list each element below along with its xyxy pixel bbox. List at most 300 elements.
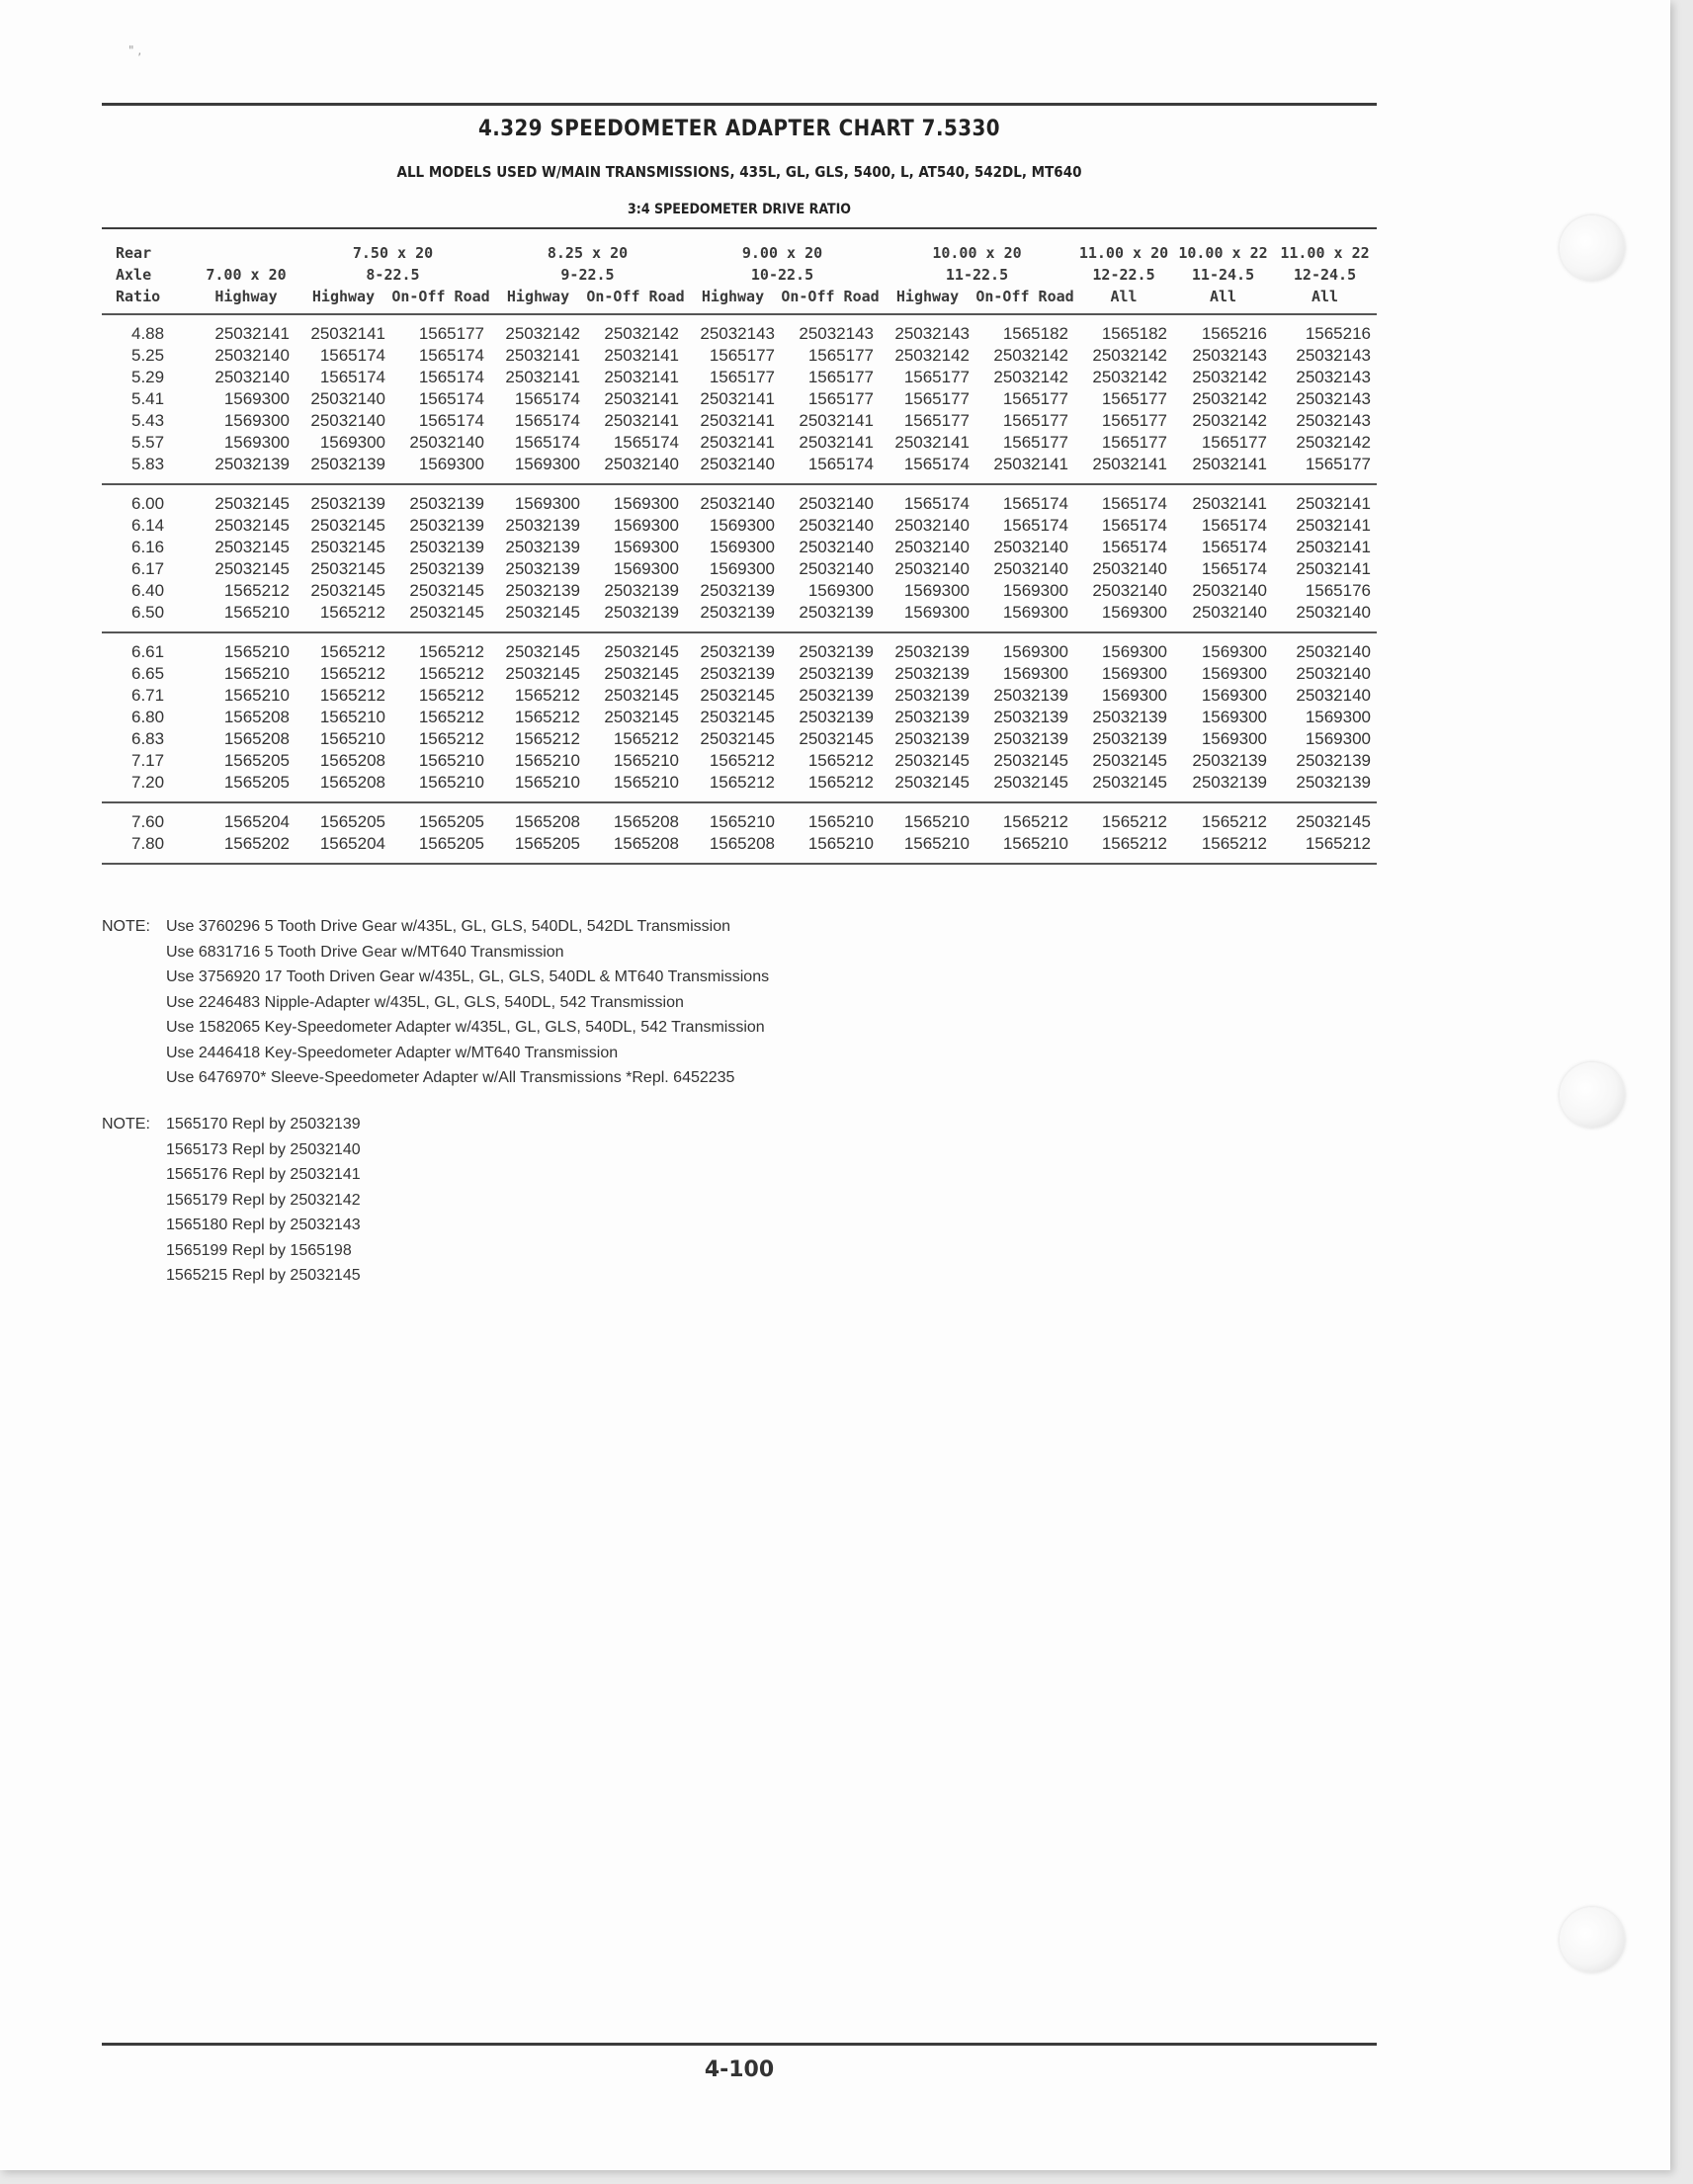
note-line: Use 3760296 5 Tooth Drive Gear w/435L, GL, GLS, 540DL, 542DL Transmission bbox=[166, 918, 730, 935]
table-row bbox=[102, 388, 1377, 410]
table-body bbox=[102, 307, 1377, 865]
part-number-cell: 1565174 bbox=[319, 368, 385, 386]
part-number-cell: 1565174 bbox=[418, 346, 484, 365]
part-number-cell: 25032141 bbox=[700, 433, 775, 452]
part-number-cell: 25032139 bbox=[505, 538, 580, 556]
table-row bbox=[102, 537, 1377, 558]
part-number-cell: 25032141 bbox=[1296, 516, 1371, 535]
part-number-cell: 25032145 bbox=[894, 751, 970, 770]
part-number-cell: 25032145 bbox=[604, 686, 679, 705]
part-number-cell: 1565212 bbox=[709, 773, 775, 792]
part-number-cell: 25032139 bbox=[993, 708, 1068, 726]
part-number-cell: 25032143 bbox=[700, 324, 775, 343]
part-number-cell: 1565174 bbox=[1201, 516, 1267, 535]
header-blank bbox=[197, 242, 296, 264]
part-number-cell: 1565212 bbox=[1201, 834, 1267, 853]
part-number-cell: 1565212 bbox=[514, 686, 580, 705]
part-number-cell: 25032145 bbox=[604, 708, 679, 726]
part-number-cell: 1565174 bbox=[903, 494, 970, 513]
part-number-cell: 25032145 bbox=[214, 494, 290, 513]
part-number-cell: 1569300 bbox=[1201, 729, 1267, 748]
header-row-size-alt bbox=[102, 264, 1377, 286]
axle-ratio-cell: 6.17 bbox=[131, 559, 165, 578]
part-number-cell: 25032141 bbox=[799, 433, 874, 452]
header-size-1000: 10.00 x 20 bbox=[932, 244, 1022, 262]
table-row bbox=[102, 811, 1377, 833]
part-number-cell: 1565212 bbox=[1101, 834, 1167, 853]
header-size-8-225: 8-22.5 bbox=[366, 266, 420, 284]
header-usage: On-Off Road bbox=[391, 288, 490, 305]
part-number-cell: 25032139 bbox=[505, 516, 580, 535]
table-row bbox=[102, 493, 1377, 515]
part-number-cell: 1565212 bbox=[613, 729, 679, 748]
part-number-cell: 25032142 bbox=[1092, 346, 1167, 365]
part-number-cell: 25032145 bbox=[310, 559, 385, 578]
part-number-cell: 25032139 bbox=[993, 686, 1068, 705]
part-number-cell: 1569300 bbox=[709, 538, 775, 556]
part-number-cell: 1569300 bbox=[1101, 664, 1167, 683]
part-number-cell: 1565212 bbox=[319, 686, 385, 705]
binder-hole-top bbox=[1560, 215, 1625, 281]
part-number-cell: 25032143 bbox=[799, 324, 874, 343]
part-number-cell: 1565216 bbox=[1305, 324, 1371, 343]
header-row-usage bbox=[102, 286, 1377, 307]
axle-ratio-cell: 7.60 bbox=[131, 812, 165, 831]
part-number-cell: 1565212 bbox=[807, 751, 874, 770]
chart-subtitle: ALL MODELS USED W/MAIN TRANSMISSIONS, 435L, GL, GLS, 5400, L, AT540, 542DL, MT640 bbox=[396, 163, 1082, 181]
part-number-cell: 25032141 bbox=[604, 368, 679, 386]
part-number-cell: 1565177 bbox=[1002, 389, 1068, 408]
table-row bbox=[102, 685, 1377, 707]
part-number-cell: 25032140 bbox=[799, 494, 874, 513]
part-number-cell: 25032145 bbox=[214, 559, 290, 578]
part-number-cell: 1565177 bbox=[1101, 433, 1167, 452]
part-number-cell: 25032145 bbox=[505, 664, 580, 683]
part-number-cell: 1569300 bbox=[1002, 603, 1068, 622]
part-number-cell: 1569300 bbox=[807, 581, 874, 600]
part-number-cell: 1565212 bbox=[418, 664, 484, 683]
part-number-cell: 1565210 bbox=[709, 812, 775, 831]
top-rule bbox=[102, 103, 1377, 106]
part-number-cell: 25032139 bbox=[409, 538, 484, 556]
part-number-cell: 25032145 bbox=[1296, 812, 1371, 831]
spacer-row bbox=[102, 315, 1377, 323]
part-number-cell: 25032145 bbox=[310, 516, 385, 535]
spacer-row bbox=[102, 475, 1377, 484]
spacer-row bbox=[102, 633, 1377, 641]
part-number-cell: 1565174 bbox=[613, 433, 679, 452]
axle-ratio-cell: 6.00 bbox=[131, 494, 165, 513]
part-number-cell: 25032143 bbox=[1296, 389, 1371, 408]
part-number-cell: 1565174 bbox=[1201, 559, 1267, 578]
part-number-cell: 25032145 bbox=[310, 581, 385, 600]
part-number-cell: 1565210 bbox=[903, 812, 970, 831]
note-line: Use 2446418 Key-Speedometer Adapter w/MT640 Transmission bbox=[166, 1044, 619, 1061]
part-number-cell: 1569300 bbox=[223, 389, 290, 408]
part-number-cell: 25032145 bbox=[993, 751, 1068, 770]
page-number: 4-100 bbox=[704, 2058, 775, 2082]
axle-ratio-cell: 5.83 bbox=[131, 455, 165, 473]
part-number-cell: 25032140 bbox=[993, 538, 1068, 556]
part-number-cell: 1565212 bbox=[1305, 834, 1371, 853]
part-number-cell: 1565174 bbox=[418, 411, 484, 430]
rule-cell bbox=[102, 864, 1377, 865]
part-number-cell: 1565177 bbox=[903, 389, 970, 408]
part-number-cell: 25032143 bbox=[1296, 411, 1371, 430]
table-row bbox=[102, 641, 1377, 663]
part-number-cell: 25032145 bbox=[894, 773, 970, 792]
header-size-1000-22: 10.00 x 22 bbox=[1178, 244, 1268, 262]
part-number-cell: 25032139 bbox=[604, 603, 679, 622]
spacer-cell bbox=[102, 624, 1377, 632]
header-usage: Highway bbox=[214, 288, 278, 305]
part-number-cell: 25032139 bbox=[310, 455, 385, 473]
footer-rule bbox=[102, 2043, 1377, 2046]
axle-ratio-cell: 6.40 bbox=[131, 581, 165, 600]
note-lines bbox=[166, 1112, 361, 1289]
spacer-cell bbox=[102, 794, 1377, 802]
header-size-11-225: 11-22.5 bbox=[945, 266, 1009, 284]
part-number-cell: 25032141 bbox=[505, 368, 580, 386]
part-number-cell: 1569300 bbox=[1101, 642, 1167, 661]
part-number-cell: 25032139 bbox=[214, 455, 290, 473]
axle-ratio-cell: 5.43 bbox=[131, 411, 165, 430]
part-number-cell: 25032142 bbox=[604, 324, 679, 343]
part-number-cell: 1565205 bbox=[418, 834, 484, 853]
part-number-cell: 25032140 bbox=[1192, 603, 1267, 622]
spacer-cell bbox=[102, 315, 1377, 323]
part-number-cell: 1565177 bbox=[807, 389, 874, 408]
part-number-cell: 25032140 bbox=[1296, 686, 1371, 705]
spacer-row bbox=[102, 485, 1377, 493]
part-number-cell: 25032140 bbox=[310, 411, 385, 430]
part-number-cell: 25032140 bbox=[1296, 642, 1371, 661]
part-number-cell: 25032139 bbox=[1092, 708, 1167, 726]
part-number-cell: 1565177 bbox=[1002, 433, 1068, 452]
note-lines bbox=[166, 914, 769, 1091]
part-number-cell: 1565208 bbox=[613, 812, 679, 831]
part-number-cell: 1565174 bbox=[1002, 516, 1068, 535]
part-number-cell: 25032145 bbox=[700, 708, 775, 726]
part-number-cell: 25032140 bbox=[894, 516, 970, 535]
part-number-cell: 1565212 bbox=[319, 642, 385, 661]
part-number-cell: 25032142 bbox=[1192, 368, 1267, 386]
part-number-cell: 1565174 bbox=[514, 389, 580, 408]
part-number-cell: 1565212 bbox=[514, 729, 580, 748]
table-row bbox=[102, 580, 1377, 602]
part-number-cell: 25032139 bbox=[505, 581, 580, 600]
part-number-cell: 25032139 bbox=[799, 642, 874, 661]
part-number-cell: 25032142 bbox=[993, 368, 1068, 386]
part-number-cell: 25032139 bbox=[1192, 751, 1267, 770]
part-number-cell: 1565205 bbox=[223, 773, 290, 792]
part-number-cell: 1565177 bbox=[807, 368, 874, 386]
spacer-row bbox=[102, 855, 1377, 864]
part-number-cell: 25032139 bbox=[409, 559, 484, 578]
part-number-cell: 25032140 bbox=[894, 559, 970, 578]
part-number-cell: 1565212 bbox=[709, 751, 775, 770]
header-usage: All bbox=[1311, 288, 1339, 305]
header-size-12-245: 12-24.5 bbox=[1293, 266, 1357, 284]
part-number-cell: 25032141 bbox=[214, 324, 290, 343]
part-number-cell: 25032140 bbox=[310, 389, 385, 408]
part-number-cell: 25032142 bbox=[505, 324, 580, 343]
part-number-cell: 25032140 bbox=[700, 455, 775, 473]
axle-ratio-cell: 6.61 bbox=[131, 642, 165, 661]
part-number-cell: 1565210 bbox=[223, 642, 290, 661]
header-size-11-245: 11-24.5 bbox=[1191, 266, 1255, 284]
part-number-cell: 25032139 bbox=[505, 559, 580, 578]
speedometer-adapter-table bbox=[102, 242, 1377, 865]
part-number-cell: 25032140 bbox=[214, 368, 290, 386]
part-number-cell: 25032139 bbox=[799, 603, 874, 622]
part-number-cell: 25032141 bbox=[700, 389, 775, 408]
part-number-cell: 1565174 bbox=[1101, 494, 1167, 513]
table-row bbox=[102, 750, 1377, 772]
part-number-cell: 1569300 bbox=[613, 559, 679, 578]
header-rule bbox=[102, 227, 1377, 229]
part-number-cell: 1569300 bbox=[613, 516, 679, 535]
note-line: 1565176 Repl by 25032141 bbox=[166, 1166, 361, 1183]
part-number-cell: 1565212 bbox=[319, 664, 385, 683]
note-line: Use 6476970* Sleeve-Speedometer Adapter w/All Transmissions *Repl. 6452235 bbox=[166, 1069, 735, 1086]
note-label: NOTE: bbox=[102, 918, 150, 935]
part-number-cell: 1565210 bbox=[514, 773, 580, 792]
chart-title: 4.329 SPEEDOMETER ADAPTER CHART 7.5330 bbox=[477, 117, 1001, 141]
axle-ratio-cell: 6.50 bbox=[131, 603, 165, 622]
part-number-cell: 1565176 bbox=[1305, 581, 1371, 600]
part-number-cell: 1565174 bbox=[418, 389, 484, 408]
part-number-cell: 25032141 bbox=[604, 411, 679, 430]
part-number-cell: 25032141 bbox=[993, 455, 1068, 473]
part-number-cell: 25032141 bbox=[310, 324, 385, 343]
part-number-cell: 1569300 bbox=[1002, 664, 1068, 683]
spacer-cell bbox=[102, 475, 1377, 484]
part-number-cell: 1565208 bbox=[319, 773, 385, 792]
table-row bbox=[102, 833, 1377, 855]
part-number-cell: 1565202 bbox=[223, 834, 290, 853]
part-number-cell: 1565210 bbox=[903, 834, 970, 853]
part-number-cell: 25032143 bbox=[1192, 346, 1267, 365]
part-number-cell: 1565177 bbox=[903, 411, 970, 430]
part-number-cell: 1569300 bbox=[319, 433, 385, 452]
spacer-row bbox=[102, 624, 1377, 632]
part-number-cell: 1565205 bbox=[223, 751, 290, 770]
table-row bbox=[102, 323, 1377, 345]
table-row bbox=[102, 432, 1377, 454]
part-number-cell: 25032139 bbox=[894, 664, 970, 683]
spacer-row bbox=[102, 803, 1377, 811]
header-usage: On-Off Road bbox=[781, 288, 880, 305]
part-number-cell: 1565177 bbox=[1305, 455, 1371, 473]
part-number-cell: 1565210 bbox=[223, 664, 290, 683]
part-number-cell: 25032139 bbox=[993, 729, 1068, 748]
header-size-750: 7.50 x 20 bbox=[352, 244, 434, 262]
part-number-cell: 25032145 bbox=[409, 603, 484, 622]
table-header bbox=[102, 242, 1377, 307]
part-number-cell: 25032139 bbox=[310, 494, 385, 513]
part-number-cell: 25032139 bbox=[894, 642, 970, 661]
axle-ratio-cell: 6.65 bbox=[131, 664, 165, 683]
part-number-cell: 1569300 bbox=[1305, 729, 1371, 748]
header-usage: Highway bbox=[701, 288, 765, 305]
part-number-cell: 25032139 bbox=[409, 516, 484, 535]
part-number-cell: 25032140 bbox=[604, 455, 679, 473]
part-number-cell: 1565205 bbox=[418, 812, 484, 831]
header-row-size bbox=[102, 242, 1377, 264]
axle-ratio-cell: 6.71 bbox=[131, 686, 165, 705]
axle-ratio-cell: 6.83 bbox=[131, 729, 165, 748]
part-number-cell: 1569300 bbox=[709, 559, 775, 578]
part-number-cell: 25032140 bbox=[214, 346, 290, 365]
part-number-cell: 25032139 bbox=[894, 708, 970, 726]
part-number-cell: 1565210 bbox=[613, 751, 679, 770]
part-number-cell: 25032145 bbox=[700, 729, 775, 748]
spacer-row bbox=[102, 307, 1377, 314]
part-number-cell: 25032141 bbox=[1296, 538, 1371, 556]
note-line: 1565173 Repl by 25032140 bbox=[166, 1140, 361, 1158]
part-number-cell: 1565210 bbox=[223, 686, 290, 705]
part-number-cell: 1565210 bbox=[1002, 834, 1068, 853]
part-number-cell: 1569300 bbox=[418, 455, 484, 473]
part-number-cell: 1565177 bbox=[903, 368, 970, 386]
notes-gears bbox=[102, 914, 769, 1091]
part-number-cell: 25032145 bbox=[604, 642, 679, 661]
note-line: 1565170 Repl by 25032139 bbox=[166, 1116, 361, 1133]
part-number-cell: 1565208 bbox=[223, 708, 290, 726]
axle-ratio-cell: 6.14 bbox=[131, 516, 165, 535]
part-number-cell: 25032145 bbox=[310, 538, 385, 556]
part-number-cell: 25032139 bbox=[409, 494, 484, 513]
note-line: Use 1582065 Key-Speedometer Adapter w/435L, GL, GLS, 540DL, 542 Transmission bbox=[166, 1019, 765, 1036]
part-number-cell: 25032140 bbox=[993, 559, 1068, 578]
part-number-cell: 1569300 bbox=[1002, 581, 1068, 600]
part-number-cell: 25032142 bbox=[1296, 433, 1371, 452]
table-row bbox=[102, 515, 1377, 537]
part-number-cell: 25032139 bbox=[799, 686, 874, 705]
note-line: 1565179 Repl by 25032142 bbox=[166, 1191, 361, 1209]
table-row bbox=[102, 663, 1377, 685]
part-number-cell: 1569300 bbox=[1201, 642, 1267, 661]
part-number-cell: 1565212 bbox=[418, 642, 484, 661]
part-number-cell: 1565212 bbox=[418, 708, 484, 726]
part-number-cell: 1565174 bbox=[514, 411, 580, 430]
part-number-cell: 25032145 bbox=[214, 538, 290, 556]
table-row bbox=[102, 558, 1377, 580]
part-number-cell: 1565204 bbox=[223, 812, 290, 831]
part-number-cell: 1569300 bbox=[903, 581, 970, 600]
part-number-cell: 1565210 bbox=[613, 773, 679, 792]
part-number-cell: 1565212 bbox=[807, 773, 874, 792]
binder-hole-middle bbox=[1560, 1062, 1625, 1128]
axle-ratio-cell: 7.20 bbox=[131, 773, 165, 792]
axle-ratio-cell: 4.88 bbox=[131, 324, 165, 343]
note-line: Use 6831716 5 Tooth Drive Gear w/MT640 Transmission bbox=[166, 943, 564, 961]
axle-ratio-cell: 5.25 bbox=[131, 346, 165, 365]
table-row bbox=[102, 772, 1377, 794]
part-number-cell: 1565205 bbox=[319, 812, 385, 831]
axle-ratio-cell: 5.29 bbox=[131, 368, 165, 386]
part-number-cell: 1569300 bbox=[1201, 664, 1267, 683]
header-usage: All bbox=[1209, 288, 1237, 305]
part-number-cell: 25032139 bbox=[799, 708, 874, 726]
part-number-cell: 1569300 bbox=[1002, 642, 1068, 661]
part-number-cell: 25032140 bbox=[1296, 603, 1371, 622]
part-number-cell: 1565174 bbox=[514, 433, 580, 452]
part-number-cell: 1569300 bbox=[1305, 708, 1371, 726]
part-number-cell: 25032145 bbox=[409, 581, 484, 600]
part-number-cell: 25032139 bbox=[1092, 729, 1167, 748]
part-number-cell: 1565177 bbox=[709, 346, 775, 365]
part-number-cell: 25032140 bbox=[894, 538, 970, 556]
part-number-cell: 25032143 bbox=[1296, 368, 1371, 386]
part-number-cell: 25032139 bbox=[700, 664, 775, 683]
spacer-row bbox=[102, 794, 1377, 802]
part-number-cell: 1565210 bbox=[319, 729, 385, 748]
part-number-cell: 25032141 bbox=[894, 433, 970, 452]
part-number-cell: 25032139 bbox=[894, 686, 970, 705]
part-number-cell: 25032145 bbox=[799, 729, 874, 748]
part-number-cell: 1565208 bbox=[319, 751, 385, 770]
spacer-cell bbox=[102, 307, 1377, 314]
part-number-cell: 1569300 bbox=[1201, 686, 1267, 705]
part-number-cell: 1565177 bbox=[1002, 411, 1068, 430]
part-number-cell: 1565210 bbox=[514, 751, 580, 770]
part-number-cell: 25032139 bbox=[799, 664, 874, 683]
part-number-cell: 1565174 bbox=[1101, 538, 1167, 556]
part-number-cell: 25032145 bbox=[604, 664, 679, 683]
part-number-cell: 25032141 bbox=[799, 411, 874, 430]
part-number-cell: 1569300 bbox=[514, 455, 580, 473]
part-number-cell: 25032140 bbox=[799, 516, 874, 535]
part-number-cell: 1565210 bbox=[319, 708, 385, 726]
part-number-cell: 1565177 bbox=[1101, 389, 1167, 408]
part-number-cell: 25032140 bbox=[1092, 581, 1167, 600]
header-usage: On-Off Road bbox=[586, 288, 685, 305]
part-number-cell: 1569300 bbox=[709, 516, 775, 535]
table-row bbox=[102, 728, 1377, 750]
part-number-cell: 25032141 bbox=[700, 411, 775, 430]
part-number-cell: 1565216 bbox=[1201, 324, 1267, 343]
header-size-9-225: 9-22.5 bbox=[560, 266, 615, 284]
part-number-cell: 1565177 bbox=[807, 346, 874, 365]
part-number-cell: 25032139 bbox=[1296, 773, 1371, 792]
part-number-cell: 1565174 bbox=[1201, 538, 1267, 556]
part-number-cell: 25032141 bbox=[505, 346, 580, 365]
part-number-cell: 25032139 bbox=[1192, 773, 1267, 792]
part-number-cell: 25032141 bbox=[1092, 455, 1167, 473]
header-axle: Axle bbox=[116, 266, 152, 284]
part-number-cell: 1565182 bbox=[1002, 324, 1068, 343]
part-number-cell: 25032142 bbox=[1192, 411, 1267, 430]
part-number-cell: 25032140 bbox=[1192, 581, 1267, 600]
part-number-cell: 25032140 bbox=[799, 559, 874, 578]
part-number-cell: 25032139 bbox=[700, 642, 775, 661]
part-number-cell: 25032140 bbox=[799, 538, 874, 556]
part-number-cell: 1565174 bbox=[903, 455, 970, 473]
note-line: 1565180 Repl by 25032143 bbox=[166, 1217, 361, 1233]
header-size-700: 7.00 x 20 bbox=[206, 266, 287, 284]
note-line: 1565199 Repl by 1565198 bbox=[166, 1241, 352, 1259]
part-number-cell: 25032145 bbox=[993, 773, 1068, 792]
part-number-cell: 1569300 bbox=[514, 494, 580, 513]
header-usage: Highway bbox=[895, 288, 960, 305]
header-usage: All bbox=[1110, 288, 1138, 305]
part-number-cell: 1565177 bbox=[709, 368, 775, 386]
part-number-cell: 25032142 bbox=[894, 346, 970, 365]
part-number-cell: 1569300 bbox=[223, 411, 290, 430]
corner-mark: " , bbox=[128, 43, 142, 57]
